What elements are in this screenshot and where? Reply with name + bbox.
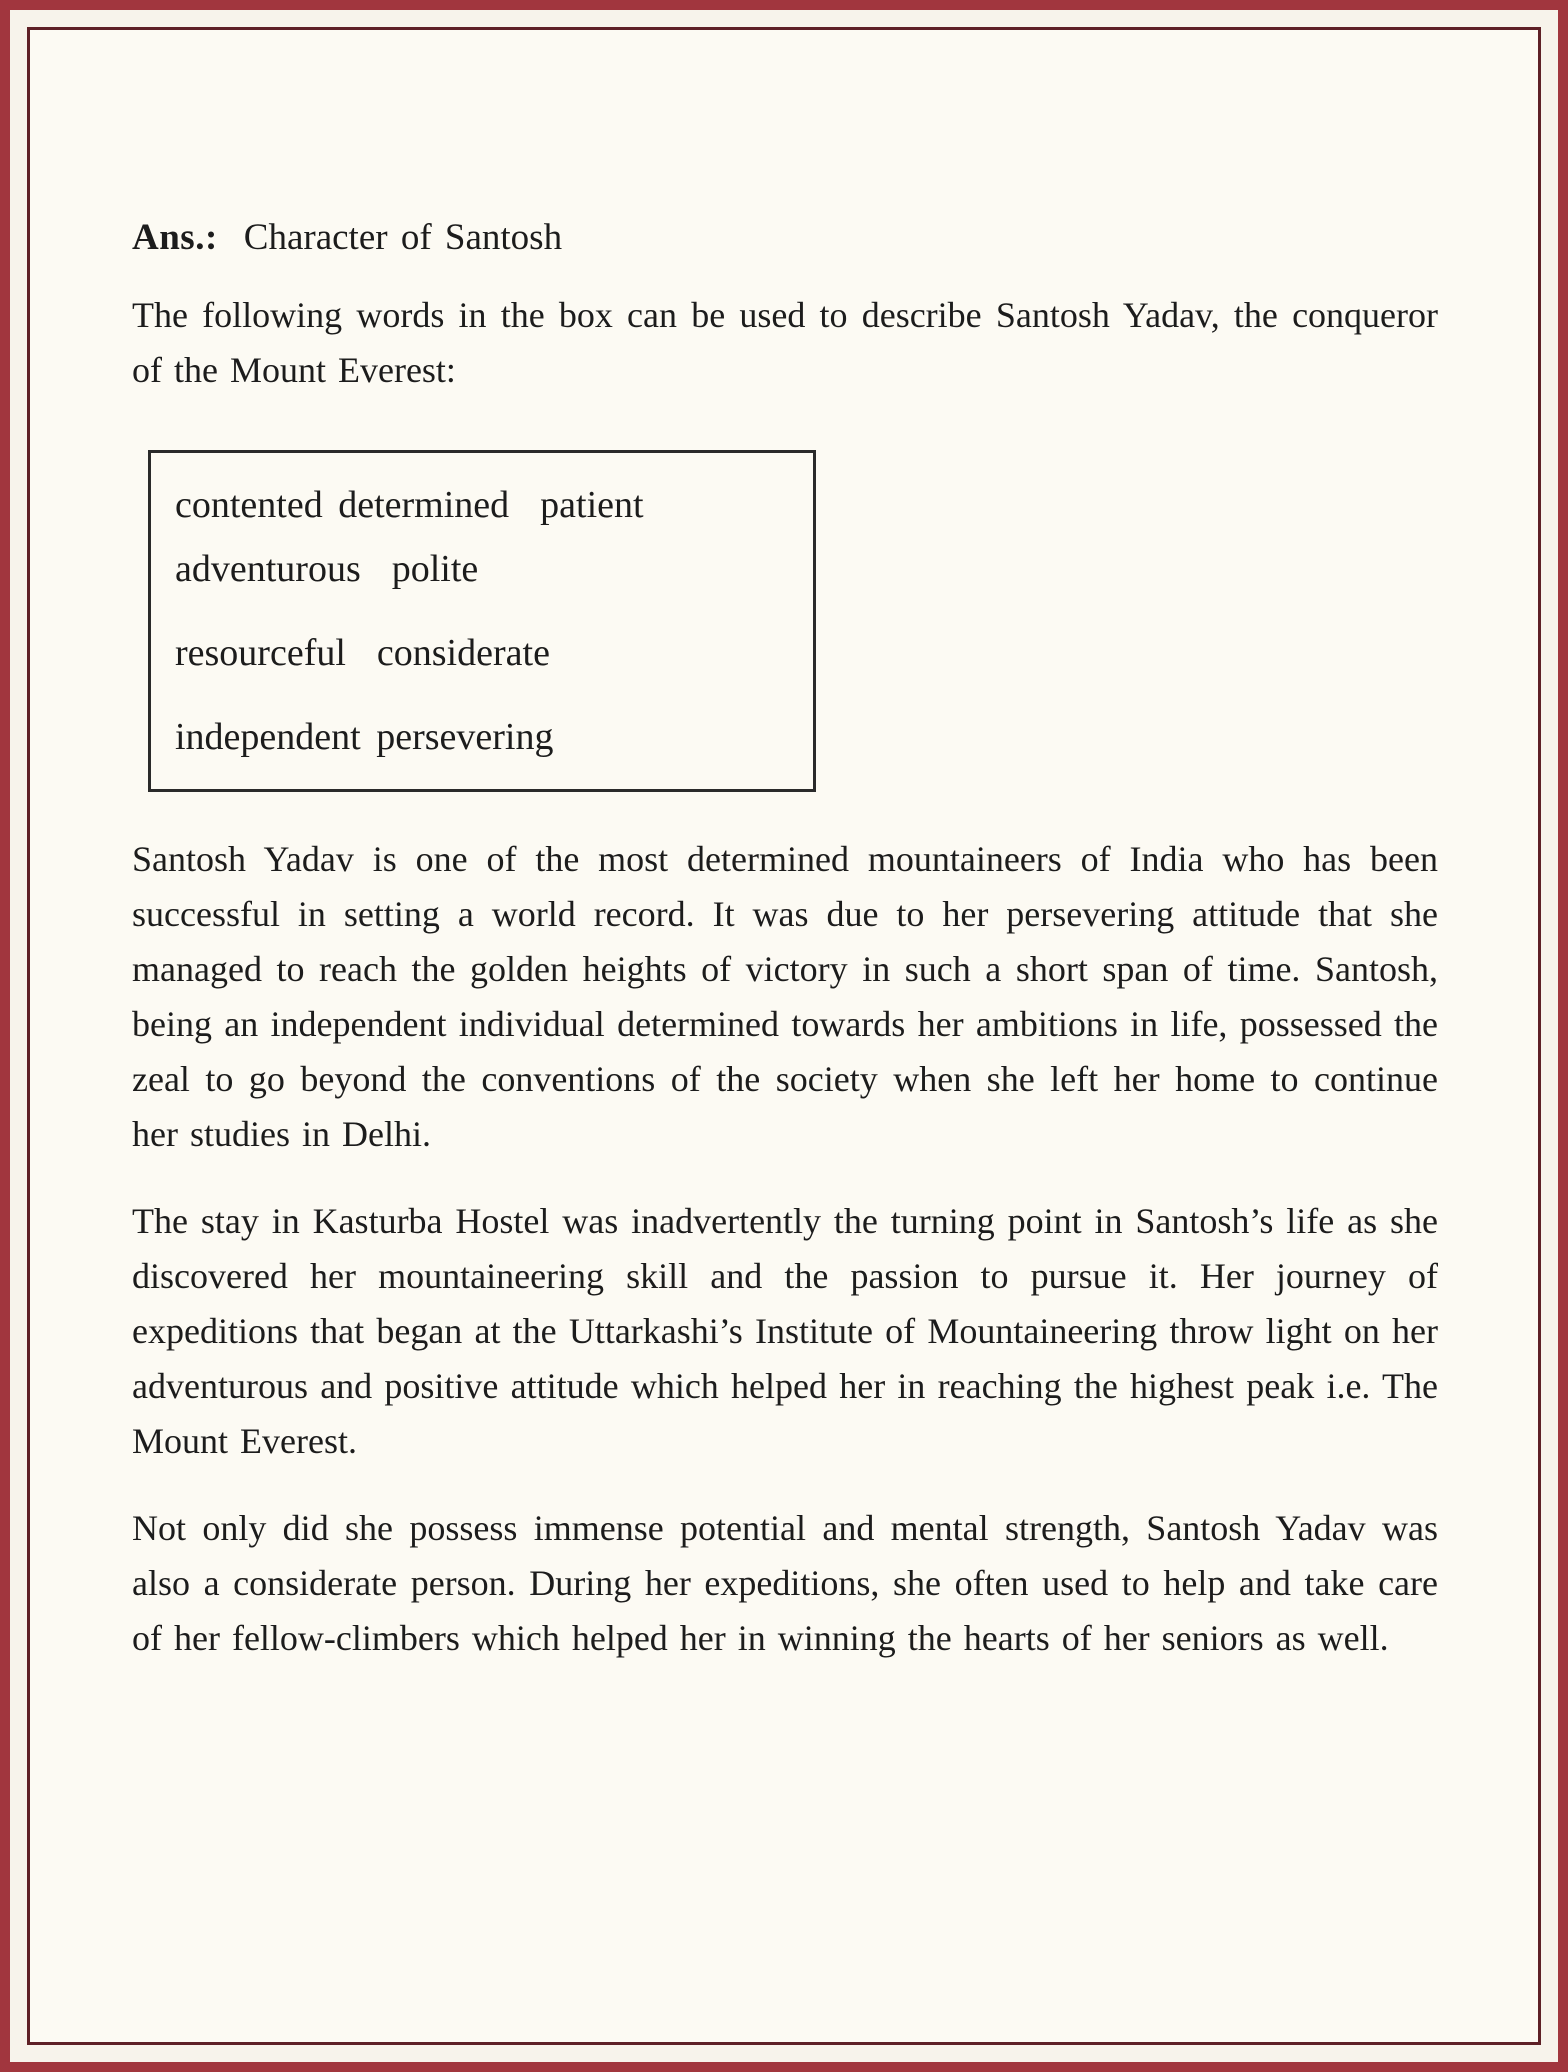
word-box: [148, 450, 816, 792]
word-box-line: adventurous polite: [175, 548, 479, 590]
answer-label: Ans.:: [132, 217, 218, 258]
page-border-inner: [27, 27, 1541, 2045]
intro-paragraph: The following words in the box can be used to describe Santosh Yadav, the conqueror of the Mount Everest:: [132, 295, 1438, 390]
document-page: [30, 30, 1538, 1666]
answer-title: Character of Santosh: [243, 217, 563, 258]
body-paragraph-2: The stay in Kasturba Hostel was inadvertently the turning point in Santosh’s life as she discovered her mountaineering skill and the passion to pursue it. Her journey of expeditions that began at the Uttarkashi’s Institute of Mountaineering throw light on her adventurous and positive attitude which helped her in reaching the highest peak i.e. The Mount Everest.: [132, 1201, 1438, 1461]
body-paragraph-3: Not only did she possess immense potential and mental strength, Santosh Yadav was also a considerate person. During her expeditions, she often used to help and take care of her fellow-climbers which helped her in winning the hearts of her seniors as well.: [132, 1508, 1438, 1658]
word-box-line: contented determined patient: [175, 484, 644, 526]
word-box-line: resourceful considerate: [175, 632, 550, 674]
body-paragraph-1: Santosh Yadav is one of the most determined mountaineers of India who has been successful in setting a world record. It was due to her persevering attitude that she managed to reach the golden heights of victory in such a short span of time. Santosh, being an independent individual determined towards her ambitions in life, possessed the zeal to go beyond the conventions of the society when she left her home to continue her studies in Delhi.: [132, 839, 1438, 1154]
answer-heading: [132, 215, 1438, 260]
page-border-gap: [10, 10, 1558, 2062]
word-box-line: independent persevering: [175, 716, 554, 758]
